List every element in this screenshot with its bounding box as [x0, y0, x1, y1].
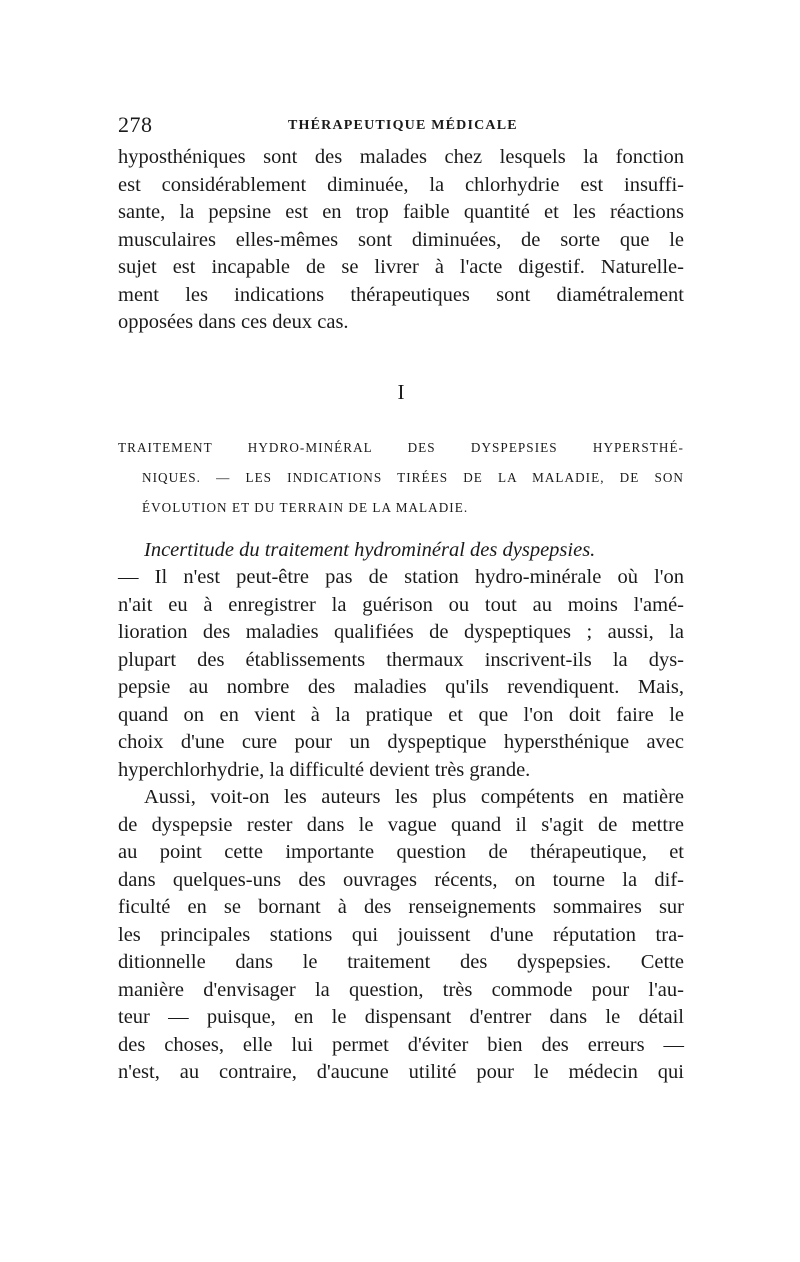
text-line: est considérablement diminuée, la chlorhydrie est insuffi- [118, 173, 684, 196]
text-line: hyperchlorhydrie, la difficulté devient très grande. [118, 758, 531, 781]
text-line: musculaires elles-mêmes sont diminuées, de sorte que le [118, 228, 684, 251]
page-number: 278 [118, 112, 153, 137]
text-line: choix d'une cure pour un dyspeptique hypersthénique avec [118, 731, 684, 753]
book-page [118, 108, 684, 1087]
heading-line: TRAITEMENT HYDRO-MINÉRAL DES DYSPEPSIES HYPERSTHÉ- [118, 439, 684, 455]
text-line: ment les indications thérapeutiques sont diamétralement [118, 283, 684, 306]
text-line: ditionnelle dans le traitement des dyspepsies. Cette [118, 951, 684, 973]
running-head [118, 108, 684, 144]
text-line: de dyspepsie rester dans le vague quand il s'agit de mettre [118, 813, 684, 836]
heading-line: NIQUES. — LES INDICATIONS TIRÉES DE LA MALADIE, DE SON [142, 469, 684, 485]
text-line: manière d'envisager la question, très commode pour l'au- [118, 978, 684, 1001]
text-line: n'ait eu à enregistrer la guérison ou tout au moins l'amé- [118, 593, 684, 616]
text-line: au point cette importante question de thérapeutique, et [118, 841, 684, 863]
section-number: I [397, 379, 405, 404]
text-line: quand on en vient à la pratique et que l'on doit faire le [118, 703, 684, 726]
text-line: les principales stations qui jouissent d'une réputation tra- [118, 923, 684, 946]
text-line: pepsie au nombre des maladies qu'ils revendiquent. Mais, [118, 676, 684, 698]
text-line: plupart des établissements thermaux inscrivent-ils la dys- [118, 648, 684, 671]
text-line: opposées dans ces deux cas. [118, 311, 349, 333]
paragraph-italic-title: Incertitude du traitement hydrominéral des dyspepsies. [144, 538, 596, 561]
text-line: teur — puisque, en le dispensant d'entrer dans le détail [118, 1006, 684, 1028]
heading-line: ÉVOLUTION ET DU TERRAIN DE LA MALADIE. [142, 499, 469, 515]
paragraph-1 [118, 537, 684, 785]
text-line: dans quelques-uns des ouvrages récents, on tourne la dif- [118, 868, 684, 891]
intro-paragraph [118, 144, 684, 337]
text-line: hyposthéniques sont des malades chez lesquels la fonction [118, 146, 684, 168]
text-line: lioration des maladies qualifiées de dyspeptiques ; aussi, la [118, 621, 684, 643]
text-line: n'est, au contraire, d'aucune utilité pour le médecin qui [118, 1061, 684, 1083]
text-line: sante, la pepsine est en trop faible quantité et les réactions [118, 201, 684, 223]
text-line: — Il n'est peut-être pas de station hydro-minérale où l'on [118, 566, 684, 588]
text-line: des choses, elle lui permet d'éviter bien des erreurs — [118, 1033, 684, 1056]
paragraph-2 [118, 784, 684, 1087]
running-title: THÉRAPEUTIQUE MÉDICALE [288, 118, 518, 133]
text-line: ficulté en se bornant à des renseignements sommaires sur [118, 896, 684, 918]
text-line: Aussi, voit-on les auteurs les plus compétents en matière [144, 786, 684, 808]
text-line: sujet est incapable de se livrer à l'acte digestif. Naturelle- [118, 256, 684, 278]
section-heading [118, 433, 684, 523]
